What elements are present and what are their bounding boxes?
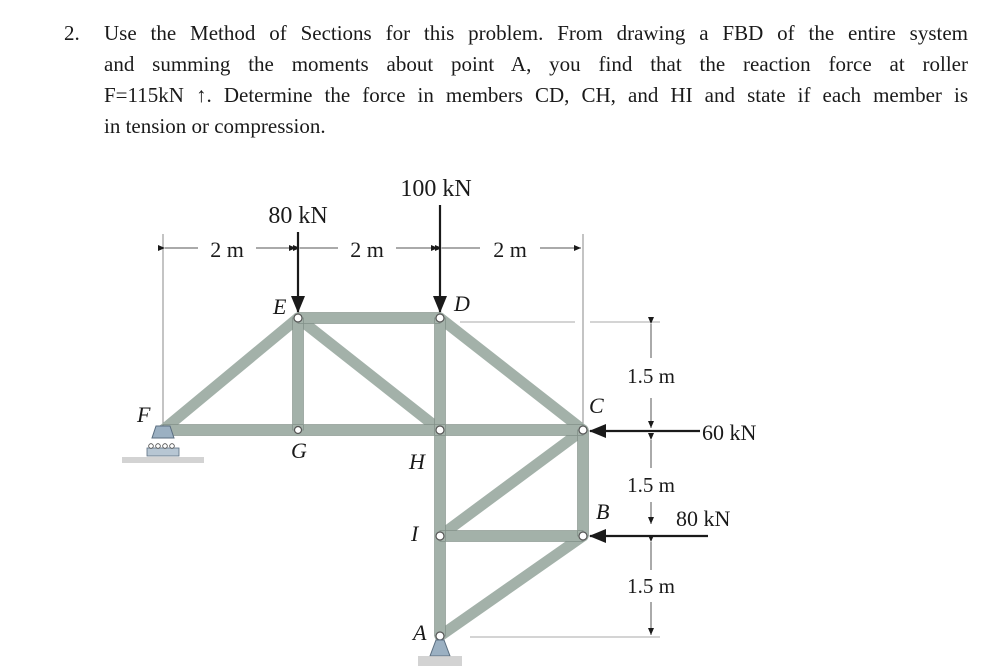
load-label-d: 100 kN: [400, 176, 472, 202]
problem-line-4: in tension or compression.: [104, 114, 326, 138]
dim-label-cb-vertical: 1.5 m: [627, 473, 675, 497]
node-label-f: F: [137, 402, 151, 427]
member-dc: [440, 318, 583, 430]
dim-label-fe: 2 m: [210, 237, 244, 262]
problem-line-3: F=115kN ↑. Determine the force in members CD, CH, and HI and state if each member is: [104, 83, 968, 107]
problem-line-2: and summing the moments about point A, you find that the reaction force at roller: [104, 52, 968, 76]
dim-label-ed: 2 m: [350, 237, 384, 262]
truss-members: [163, 318, 583, 636]
problem-number: 2.: [64, 21, 80, 45]
dim-label-ba-vertical: 1.5 m: [627, 574, 675, 598]
node-label-d: D: [454, 291, 470, 316]
member-ci: [440, 430, 583, 536]
problem-line-1: Use the Method of Sections for this problem. From drawing a FBD of the entire system: [104, 21, 968, 45]
dim-label-dc: 2 m: [493, 237, 527, 262]
node-label-c: C: [589, 393, 604, 418]
dim-label-cd-vertical: 1.5 m: [627, 364, 675, 388]
load-label-e: 80 kN: [268, 203, 328, 229]
member-fe: [163, 318, 298, 430]
member-ba: [440, 536, 583, 636]
node-label-h: H: [409, 449, 425, 474]
node-label-a: A: [413, 620, 427, 645]
member-eh: [298, 318, 440, 430]
node-label-b: B: [596, 499, 610, 524]
node-label-e: E: [273, 294, 287, 319]
node-label-g: G: [291, 438, 307, 463]
load-label-c: 60 kN: [702, 420, 757, 445]
node-label-i: I: [411, 521, 419, 546]
load-label-b: 80 kN: [676, 506, 731, 531]
